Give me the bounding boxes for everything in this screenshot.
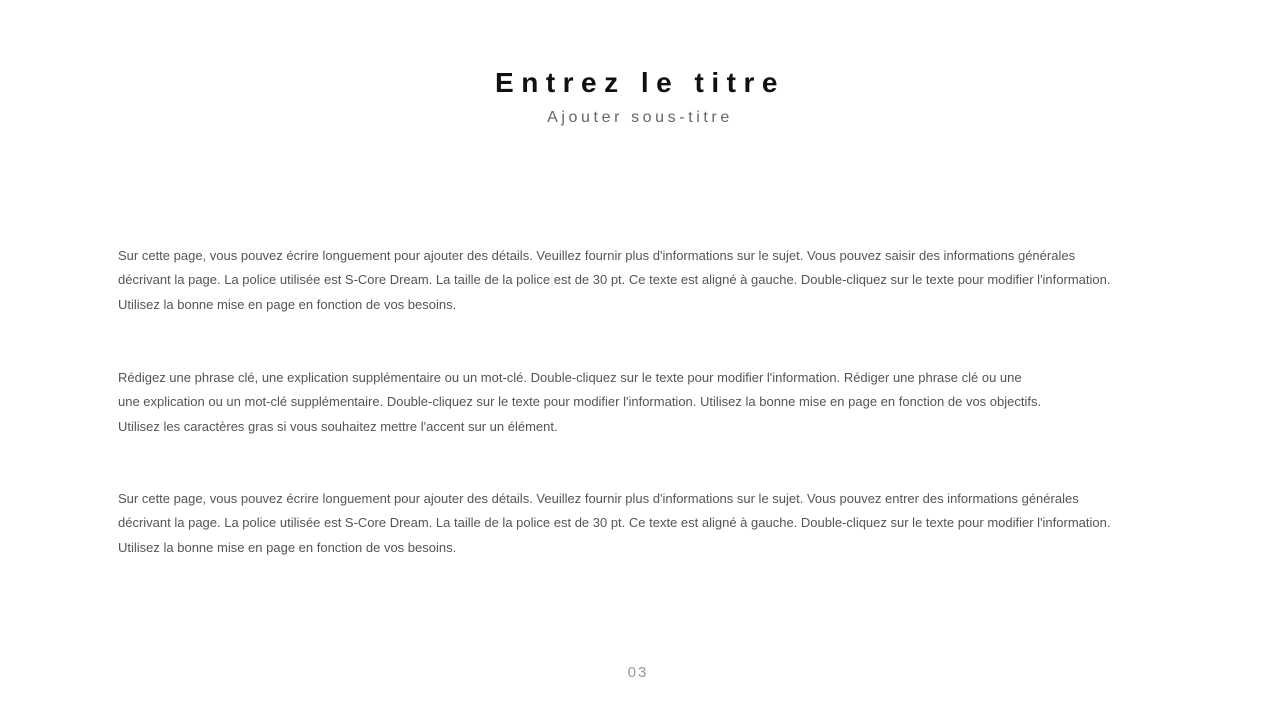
page-number: 03 [627,664,649,681]
body-paragraph-2[interactable]: Rédigez une phrase clé, une explication supplémentaire ou un mot-clé. Double-cliquez sur le texte pour modifier l'information. Rédiger une phrase clé ou une une explication ou un mot-clé supplémentaire. Double-cliquez sur le texte pour modifier l'information. Utilisez la bonne mise en page en fonction de vos objectifs. Utilisez les caractères gras si vous souhaitez mettre l'accent sur un élément. [118,370,1042,434]
slide-subtitle[interactable]: Ajouter sous-titre [547,109,733,126]
slide-title[interactable]: Entrez le titre [495,67,785,98]
body-paragraph-1[interactable]: Sur cette page, vous pouvez écrire longuement pour ajouter des détails. Veuillez fournir plus d'informations sur le sujet. Vous pouvez saisir des informations générales décrivant la page. La police utilisée est S-Core Dream. La taille de la police est de 30 pt. Ce texte est aligné à gauche. Double-cliquez sur le texte pour modifier l'information. Utilisez la bonne mise en page en fonction de vos besoins. [118,248,1111,312]
body-paragraph-3[interactable]: Sur cette page, vous pouvez écrire longuement pour ajouter des détails. Veuillez fournir plus d'informations sur le sujet. Vous pouvez entrer des informations générales décrivant la page. La police utilisée est S-Core Dream. La taille de la police est de 30 pt. Ce texte est aligné à gauche. Double-cliquez sur le texte pour modifier l'information. Utilisez la bonne mise en page en fonction de vos besoins. [118,491,1111,555]
